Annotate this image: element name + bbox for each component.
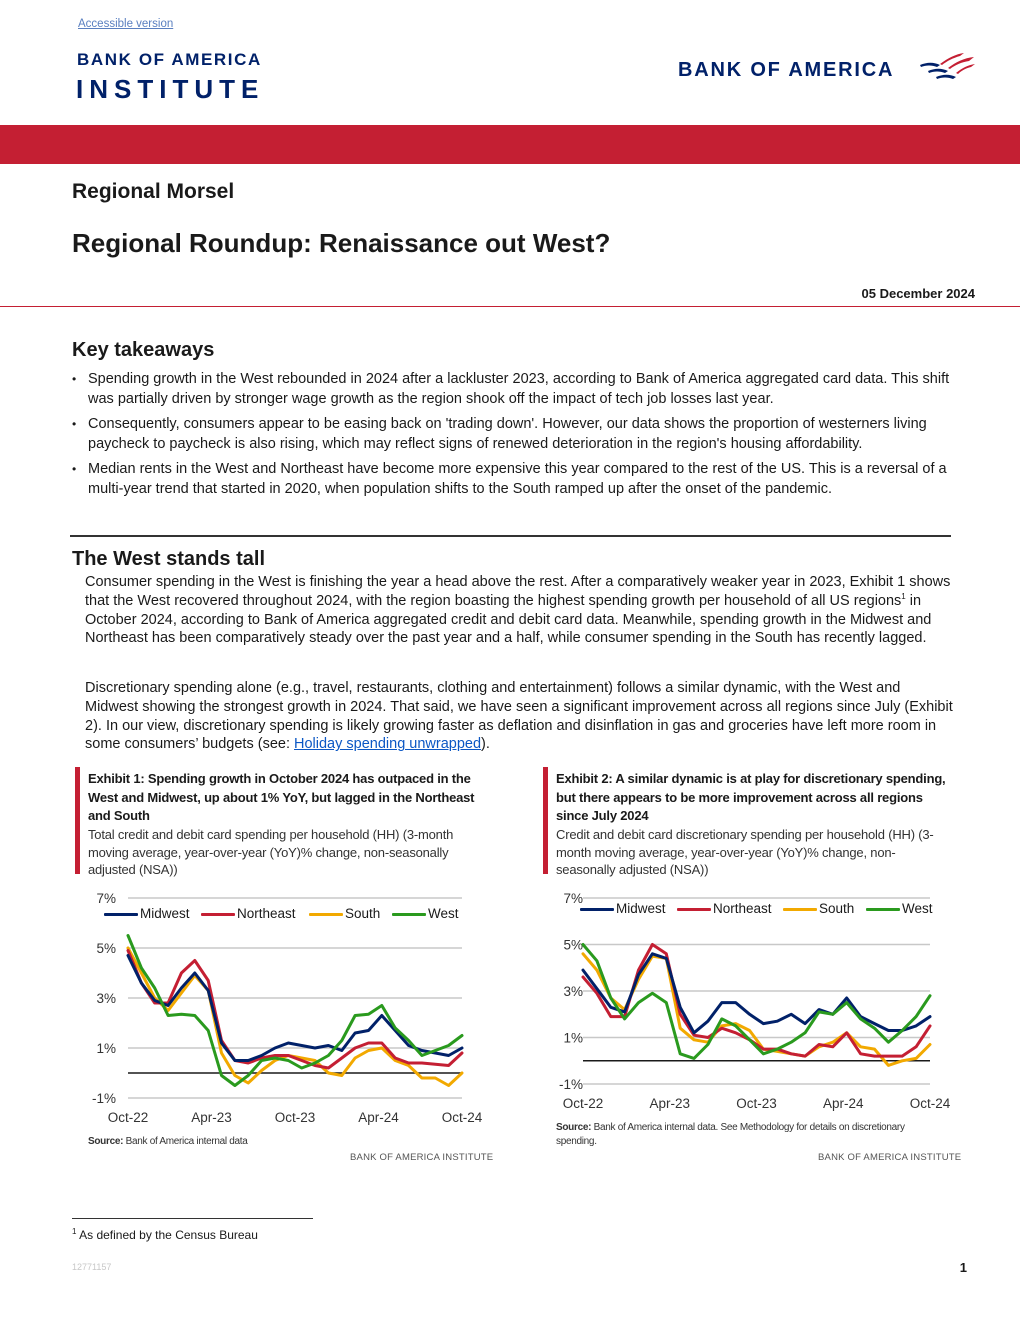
x-tick-label: Apr-24	[358, 1110, 399, 1125]
series-label: Regional Morsel	[72, 180, 235, 203]
exhibit2-credit: BANK OF AMERICA INSTITUTE	[818, 1152, 962, 1163]
x-tick-label: Oct-23	[274, 1110, 316, 1125]
x-tick-label: Oct-22	[562, 1096, 604, 1111]
body-paragraph-2: Discretionary spending alone (e.g., travel, restaurants, clothing and entertainment) follows a similar dynamic, with the West and Midwest showing the strongest growth in 2024. That said, we have seen a significant improvement across all regions since July (Exhibit 2). In our view, discretionary spending is likely growing faster as deflation and disinflation in gas and groceries have left more room in some consumers’ budgets (see: Holiday spending unwrapped).	[85, 680, 953, 753]
x-tick-label: Apr-23	[649, 1096, 691, 1111]
legend-item-south: South	[309, 906, 380, 921]
footnote-ref: 1	[901, 591, 906, 601]
x-tick-label: Apr-23	[191, 1110, 232, 1125]
y-tick-label: 1%	[563, 1030, 583, 1046]
exhibit1-source: Source: Bank of America internal data	[88, 1136, 248, 1147]
exhibit1-chart	[80, 885, 485, 1135]
series-line-northeast	[128, 951, 462, 1069]
body-paragraph-1: Consumer spending in the West is finishing the year a head above the rest. After a comparatively weaker year in 2023, Exhibit 1 shows that the West recovered throughout 2024, with the region boasting the highest spending growth per household of all US regions$^1$ in October 2024, according to Bank of America aggregated credit and debit card data. Meanwhile, spending growth in the Midwest and Northeast has been comparatively steady over the past year and a half, while consumer spending in the South has recently lagged.	[85, 574, 951, 647]
legend-item-south: South	[783, 901, 854, 916]
y-tick-label: -1%	[91, 1091, 116, 1106]
document-id: 12771157	[72, 1262, 112, 1272]
y-tick-label: 1%	[96, 1041, 116, 1056]
institute-logo-line1: BANK OF AMERICA	[77, 50, 262, 69]
y-tick-label: 5%	[563, 937, 583, 953]
exhibit1-credit: BANK OF AMERICA INSTITUTE	[350, 1152, 494, 1163]
x-tick-label: Oct-23	[736, 1096, 777, 1111]
footnote-divider	[72, 1218, 313, 1219]
footnote: $^1$ As defined by the Census Bureau	[72, 1227, 258, 1242]
publish-date: 05 December 2024	[861, 286, 975, 301]
legend-item-west: West	[866, 901, 933, 916]
exhibit1-title: Exhibit 1: Spending growth in October 2024 has outpaced in the West and Midwest, up about 1% YoY, but lagged in the Northeast and South	[88, 771, 475, 823]
exhibit2-subtitle: Credit and debit card discretionary spending per household (HH) (3-month moving average, year-over-year (YoY)% change, non-seasonally adjusted (NSA))	[556, 827, 934, 877]
holiday-spending-link[interactable]: Holiday spending unwrapped	[294, 736, 482, 753]
exhibit1-accent-bar	[75, 767, 80, 874]
y-tick-label: 3%	[96, 991, 116, 1006]
exhibit2-source: Source: Bank of America internal data. See Methodology for details on discretionary spending.	[556, 1122, 905, 1147]
exhibit2-chart	[548, 885, 953, 1115]
y-tick-label: 7%	[96, 891, 116, 906]
legend-item-midwest: Midwest	[104, 906, 190, 921]
y-tick-label: 3%	[563, 984, 583, 999]
x-tick-label: Oct-22	[107, 1110, 149, 1125]
legend-item-west: West	[392, 906, 459, 921]
x-tick-label: Oct-24	[909, 1096, 951, 1111]
x-tick-label: Oct-24	[441, 1110, 483, 1125]
institute-logo-line2: INSTITUTE	[76, 74, 265, 104]
legend-item-northeast: Northeast	[677, 901, 772, 916]
header-band	[0, 125, 1020, 164]
exhibit2-title: Exhibit 2: A similar dynamic is at play for discretionary spending, but there appears to be more improvement across all regions since July 2024	[556, 771, 946, 823]
key-takeaways-heading: Key takeaways	[72, 339, 215, 361]
list-item: • Spending growth in the West rebounded in 2024 after a lackluster 2023, according to Bank of America aggregated card data. This shift was partially driven by stronger wage growth as the region shook off the impact of tech job losses last year.	[72, 369, 952, 409]
y-tick-label: -1%	[558, 1077, 583, 1092]
section-heading: The West stands tall	[72, 548, 266, 570]
y-tick-label: 5%	[96, 941, 116, 956]
x-tick-label: Apr-24	[822, 1096, 864, 1111]
title-divider	[0, 306, 1020, 307]
legend-item-northeast: Northeast	[201, 906, 296, 921]
bank-of-america-logo: BANK OF AMERICA	[678, 59, 895, 81]
exhibit1-subtitle: Total credit and debit card spending per household (HH) (3-month moving average, year-over-year (YoY)% change, non-seasonally adjusted (NSA))	[88, 827, 454, 877]
exhibit2-accent-bar	[543, 767, 548, 874]
page-number: 1	[959, 1260, 967, 1275]
legend-item-midwest: Midwest	[580, 901, 666, 916]
accessible-version-link[interactable]: Accessible version	[78, 18, 174, 30]
list-item: • Median rents in the West and Northeast have become more expensive this year compared to the rest of the US. This is a reversal of a multi-year trend that started in 2020, when population shifts to the South ramped up after the onset of the pandemic.	[72, 459, 952, 499]
series-line-midwest	[583, 954, 930, 1033]
key-takeaways-list	[72, 369, 952, 504]
flag-logo-icon	[918, 52, 976, 84]
y-tick-label: 7%	[563, 891, 583, 906]
section-divider	[70, 535, 951, 537]
list-item: • Consequently, consumers appear to be easing back on 'trading down'. However, our data shows the proportion of westerners living paycheck to paycheck is also rising, which may reflect signs of renewed deterioration in the region's housing affordability.	[72, 414, 952, 454]
page-title: Regional Roundup: Renaissance out West?	[72, 228, 611, 258]
